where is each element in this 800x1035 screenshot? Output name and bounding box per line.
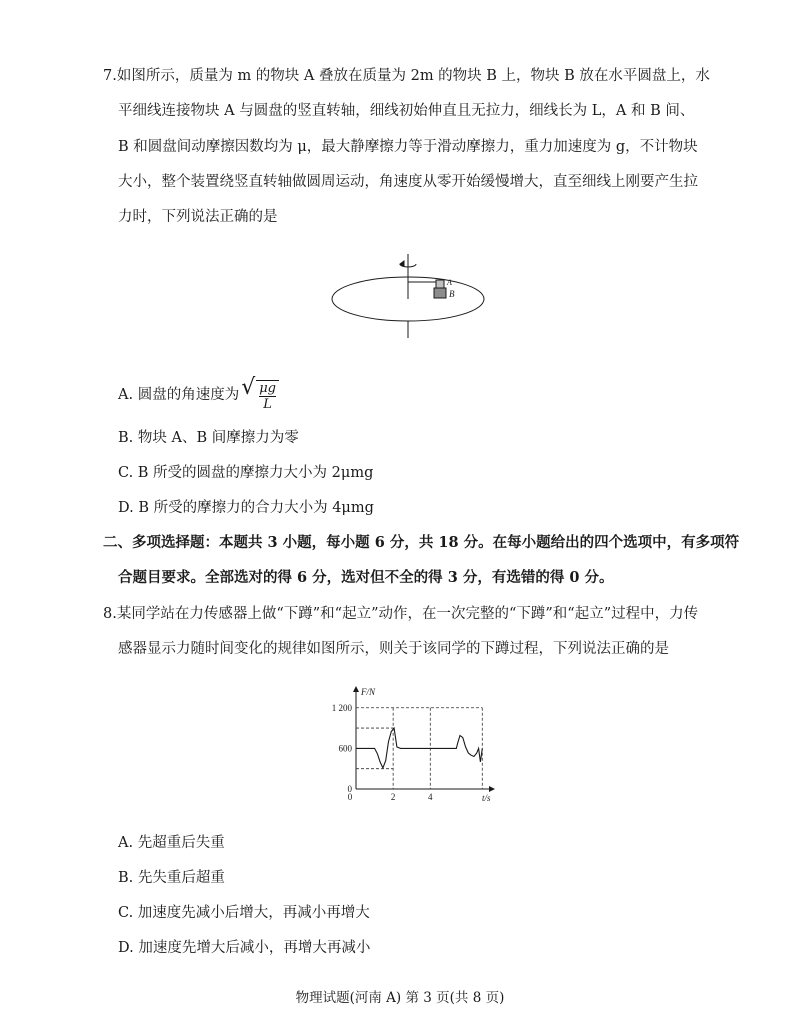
fraction bbox=[256, 380, 279, 412]
rotating-disc bbox=[332, 254, 484, 338]
x-tick-label: 4 bbox=[428, 792, 433, 802]
origin-label: 0 bbox=[347, 792, 353, 802]
chart-axes bbox=[353, 686, 495, 803]
q7-line4: 大小，整个装置绕竖直转轴做圆周运动，角速度从零开始缓慢增大，直至细线上刚要产生拉 bbox=[118, 174, 698, 190]
q7-line1: 7.如图所示，质量为 m 的物块 A 叠放在质量为 2m 的物块 B 上，物块 B 放在水平圆盘上，水 bbox=[103, 68, 710, 84]
q7-option-c: C. B 所受的圆盘的摩擦力大小为 2μmg bbox=[118, 465, 374, 481]
label-a: A bbox=[447, 278, 452, 287]
y-axis-label: F/N bbox=[361, 687, 376, 697]
x-tick-label: 2 bbox=[390, 792, 396, 802]
fraction-numerator: μg bbox=[259, 381, 277, 396]
q8-line1: 8.某同学站在力传感器上做“下蹲”和“起立”动作，在一次完整的“下蹲”和“起立”过程中，力传 bbox=[103, 606, 699, 622]
q7-option-a bbox=[118, 375, 279, 412]
q7-option-a-text: A. 圆盘的角速度为 bbox=[118, 387, 240, 403]
section2-line2: 合题目要求。全部选对的得 6 分，选对但不全的得 3 分，有选错的得 0 分。 bbox=[118, 569, 614, 586]
q8-option-d: D. 加速度先增大后减小，再增大再减小 bbox=[118, 940, 371, 956]
chart-tick-labels bbox=[332, 703, 433, 802]
q8-option-a: A. 先超重后失重 bbox=[118, 835, 225, 851]
y-tick-label: 600 bbox=[338, 743, 352, 754]
section2-line1: 二、多项选择题：本题共 3 小题，每小题 6 分，共 18 分。在每小题给出的四个选项中，有多项符 bbox=[103, 534, 740, 551]
page-footer: 物理试题(河南 A) 第 3 页(共 8 页) bbox=[295, 990, 505, 1006]
q7-option-b: B. 物块 A、B 间摩擦力为零 bbox=[118, 430, 299, 446]
q8-option-b: B. 先失重后超重 bbox=[118, 870, 225, 886]
q8-option-c: C. 加速度先减小后增大，再减小再增大 bbox=[118, 905, 370, 921]
force-series-line bbox=[356, 728, 482, 768]
chart-curve bbox=[356, 728, 482, 768]
x-axis-label: t/s bbox=[482, 793, 491, 803]
fraction-denominator: L bbox=[263, 397, 272, 412]
block-b bbox=[434, 288, 446, 298]
sqrt-sign: √ $\frac{\mu g}{L}$ bbox=[241, 378, 279, 412]
block-a bbox=[436, 280, 444, 288]
y-tick-label: 1 200 bbox=[331, 702, 352, 713]
q7-figure-disc bbox=[328, 252, 488, 342]
force-time-chart bbox=[320, 685, 500, 805]
q7-line3: B 和圆盘间动摩擦因数均为 μ，最大静摩擦力等于滑动摩擦力，重力加速度为 g，不计物块 bbox=[118, 139, 698, 155]
x-axis-arrow-icon bbox=[489, 786, 495, 792]
q7-line2: 平细线连接物块 A 与圆盘的竖直转轴，细线初始伸直且无拉力，细线长为 L，A 和 B 间、 bbox=[118, 103, 695, 119]
y-axis-arrow-icon bbox=[353, 686, 359, 692]
q7-line5: 力时，下列说法正确的是 bbox=[118, 209, 278, 225]
label-b: B bbox=[449, 289, 455, 299]
q7-option-d: D. B 所受的摩擦力的合力大小为 4μmg bbox=[118, 500, 374, 516]
y-tick-label: 0 bbox=[347, 784, 352, 794]
q8-line2: 感器显示力随时间变化的规律如图所示，则关于该同学的下蹲过程，下列说法正确的是 bbox=[118, 641, 669, 657]
